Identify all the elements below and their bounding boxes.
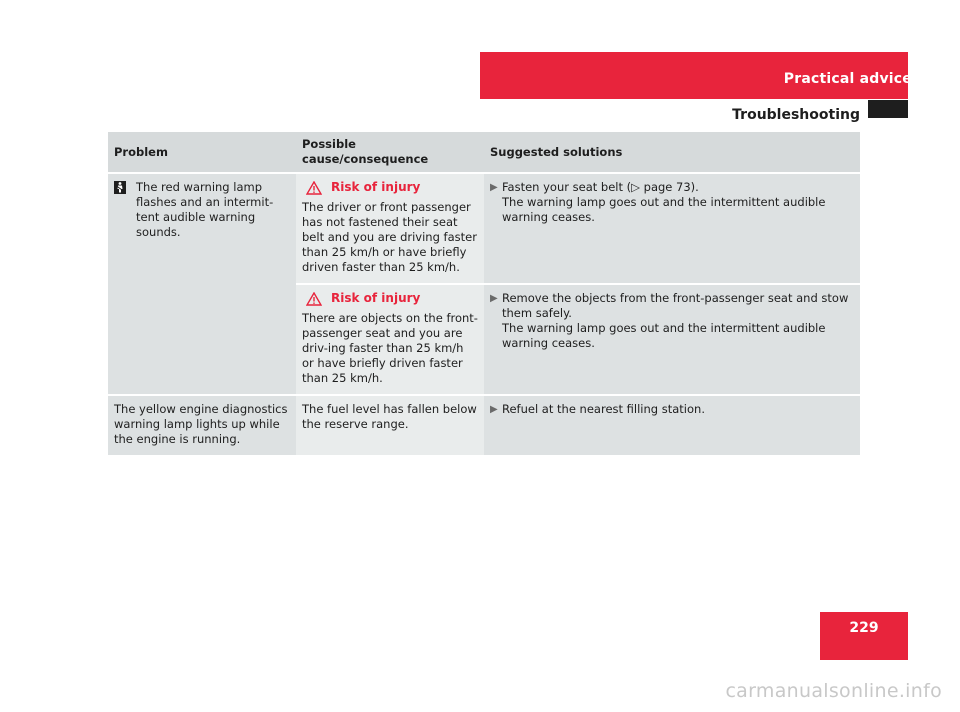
column-header-solutions: Suggested solutions xyxy=(484,132,860,174)
subsection-marker xyxy=(868,100,908,118)
table-row xyxy=(108,396,860,457)
table-header-row xyxy=(108,132,860,174)
watermark: carmanualsonline.info xyxy=(725,680,942,702)
column-header-cause: Possible cause/consequence xyxy=(296,132,484,174)
solution-cell xyxy=(484,396,860,457)
solution-text: Remove the objects from the front-passenger seat and stow them safely. xyxy=(502,291,849,320)
page-reference-link[interactable]: page 73). xyxy=(640,180,699,194)
solution-result-text: The warning lamp goes out and the intermittent audible warning ceases. xyxy=(502,195,826,224)
cause-text: The driver or front passenger has not fastened their seat belt and you are driving faster than 25 km/h or have briefly driven faster than 25 km/h. xyxy=(302,200,477,274)
step-arrow-icon: ▶ xyxy=(490,293,498,304)
subsection-title: Troubleshooting xyxy=(732,107,860,123)
cause-text: There are objects on the front-passenger seat and you are driv-ing faster than 25 km/h or have briefly driven faster than 25 km/h. xyxy=(302,311,478,385)
section-title: Practical advice xyxy=(783,71,912,87)
cause-text: The fuel level has fallen below the reserve range. xyxy=(302,402,477,431)
column-header-problem: Problem xyxy=(108,132,296,174)
cause-cell xyxy=(296,396,484,457)
problem-text: The red warning lamp flashes and an intermit-tent audible warning sounds. xyxy=(136,180,274,239)
cause-cell xyxy=(296,285,484,396)
solution-cell xyxy=(484,174,860,285)
cause-cell xyxy=(296,174,484,285)
problem-text: The yellow engine diagnostics warning lamp lights up while the engine is running. xyxy=(114,402,288,446)
solution-text: Fasten your seat belt ( xyxy=(502,180,632,194)
seat-belt-icon xyxy=(114,181,126,194)
step-arrow-icon: ▶ xyxy=(490,182,498,193)
page-number: 229 xyxy=(849,620,879,636)
risk-title: Risk of injury xyxy=(331,180,421,194)
risk-title: Risk of injury xyxy=(331,291,421,305)
warning-triangle-icon xyxy=(306,181,322,195)
problem-cell xyxy=(108,396,296,457)
solution-text: Refuel at the nearest filling station. xyxy=(502,402,705,416)
solution-result-text: The warning lamp goes out and the intermittent audible warning ceases. xyxy=(502,321,826,350)
table-row xyxy=(108,174,860,285)
step-arrow-icon: ▶ xyxy=(490,404,498,415)
troubleshooting-table xyxy=(108,132,860,457)
solution-cell xyxy=(484,285,860,396)
problem-cell xyxy=(108,174,296,396)
warning-triangle-icon xyxy=(306,292,322,306)
page-ref-icon: ▷ xyxy=(631,180,640,194)
